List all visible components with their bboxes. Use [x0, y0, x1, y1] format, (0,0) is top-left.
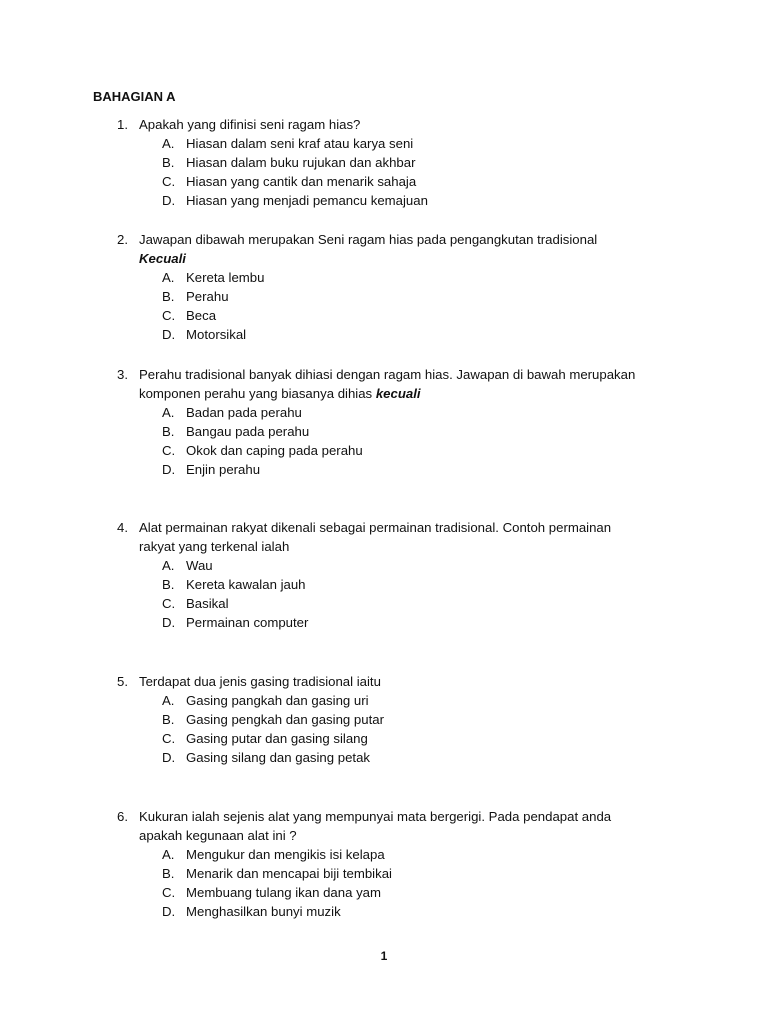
question-emphasis: Kecuali	[139, 251, 186, 266]
option-d	[0, 325, 768, 344]
option-a	[0, 403, 768, 422]
option-c	[0, 306, 768, 325]
option-letter: D.	[162, 750, 176, 765]
question-line: Apakah yang difinisi seni ragam hias?	[139, 117, 361, 132]
option-b	[0, 153, 768, 172]
option-letter: B.	[162, 866, 175, 881]
option-text: Basikal	[186, 596, 229, 611]
option-letter: D.	[162, 615, 176, 630]
option-a	[0, 556, 768, 575]
option-text: Hiasan dalam seni kraf atau karya seni	[186, 136, 414, 151]
option-b	[0, 710, 768, 729]
question-emphasis: kecuali	[375, 386, 421, 401]
option-c	[0, 729, 768, 748]
option-text: Beca	[186, 308, 217, 323]
option-letter: B.	[162, 289, 175, 304]
question-text	[139, 115, 679, 134]
question-text	[139, 365, 679, 403]
option-b	[0, 864, 768, 883]
option-d	[0, 748, 768, 767]
option-c	[0, 172, 768, 191]
option-text: Gasing silang dan gasing petak	[186, 750, 371, 765]
option-text: Hiasan yang cantik dan menarik sahaja	[186, 174, 417, 189]
option-text: Permainan computer	[186, 615, 309, 630]
option-text: Menghasilkan bunyi muzik	[186, 904, 341, 919]
option-a	[0, 691, 768, 710]
option-letter: C.	[162, 885, 176, 900]
option-text: Menarik dan mencapai biji tembikai	[186, 866, 392, 881]
question-text	[139, 672, 679, 691]
option-b	[0, 422, 768, 441]
question-line: Alat permainan rakyat dikenali sebagai permainan tradisional. Contoh permainan	[139, 520, 612, 535]
option-letter: B.	[162, 155, 175, 170]
option-text: Gasing pangkah dan gasing uri	[186, 693, 369, 708]
question-line-text: komponen perahu yang biasanya dihias	[139, 386, 376, 401]
question-line: Jawapan dibawah merupakan Seni ragam hias pada pengangkutan tradisional	[139, 232, 598, 247]
question-number: 3.	[117, 367, 128, 382]
option-text: Bangau pada perahu	[186, 424, 310, 439]
question-line: Perahu tradisional banyak dihiasi dengan ragam hias. Jawapan di bawah merupakan	[139, 367, 636, 382]
question-number: 4.	[117, 520, 128, 535]
option-a	[0, 268, 768, 287]
option-d	[0, 902, 768, 921]
option-letter: C.	[162, 174, 176, 189]
option-a	[0, 134, 768, 153]
question-number: 1.	[117, 117, 128, 132]
option-text: Membuang tulang ikan dana yam	[186, 885, 382, 900]
option-text: Kereta kawalan jauh	[186, 577, 306, 592]
option-letter: A.	[162, 847, 175, 862]
question-line: apakah kegunaan alat ini ?	[139, 828, 297, 843]
question-line: Terdapat dua jenis gasing tradisional iaitu	[139, 674, 381, 689]
option-text: Kereta lembu	[186, 270, 265, 285]
option-letter: B.	[162, 712, 175, 727]
option-letter: B.	[162, 424, 175, 439]
option-d	[0, 191, 768, 210]
question-text	[139, 230, 679, 268]
option-letter: C.	[162, 731, 176, 746]
option-text: Perahu	[186, 289, 229, 304]
option-letter: A.	[162, 270, 175, 285]
option-letter: D.	[162, 904, 176, 919]
option-d	[0, 460, 768, 479]
option-letter: A.	[162, 136, 175, 151]
section-title: BAHAGIAN A	[93, 89, 176, 104]
option-letter: D.	[162, 462, 176, 477]
question-number: 5.	[117, 674, 128, 689]
option-d	[0, 613, 768, 632]
option-b	[0, 287, 768, 306]
option-letter: C.	[162, 596, 176, 611]
question-line: Kukuran ialah sejenis alat yang mempunyai mata bergerigi. Pada pendapat anda	[139, 809, 612, 824]
option-text: Gasing putar dan gasing silang	[186, 731, 368, 746]
question-line	[139, 384, 679, 403]
option-b	[0, 575, 768, 594]
option-text: Motorsikal	[186, 327, 247, 342]
option-text: Okok dan caping pada perahu	[186, 443, 363, 458]
question-number: 6.	[117, 809, 128, 824]
option-text: Wau	[186, 558, 213, 573]
question-line: rakyat yang terkenal ialah	[139, 539, 290, 554]
option-text: Badan pada perahu	[186, 405, 302, 420]
question-text	[139, 518, 679, 556]
option-text: Enjin perahu	[186, 462, 261, 477]
option-letter: C.	[162, 308, 176, 323]
option-text: Hiasan dalam buku rujukan dan akhbar	[186, 155, 416, 170]
option-letter: A.	[162, 405, 175, 420]
option-letter: B.	[162, 577, 175, 592]
option-c	[0, 594, 768, 613]
option-letter: A.	[162, 693, 175, 708]
option-letter: D.	[162, 193, 176, 208]
question-number: 2.	[117, 232, 128, 247]
option-c	[0, 441, 768, 460]
option-text: Mengukur dan mengikis isi kelapa	[186, 847, 385, 862]
option-letter: D.	[162, 327, 176, 342]
option-c	[0, 883, 768, 902]
question-text	[139, 807, 679, 845]
option-text: Hiasan yang menjadi pemancu kemajuan	[186, 193, 428, 208]
page-number: 1	[380, 949, 388, 963]
option-letter: C.	[162, 443, 176, 458]
option-letter: A.	[162, 558, 175, 573]
option-a	[0, 845, 768, 864]
option-text: Gasing pengkah dan gasing putar	[186, 712, 384, 727]
